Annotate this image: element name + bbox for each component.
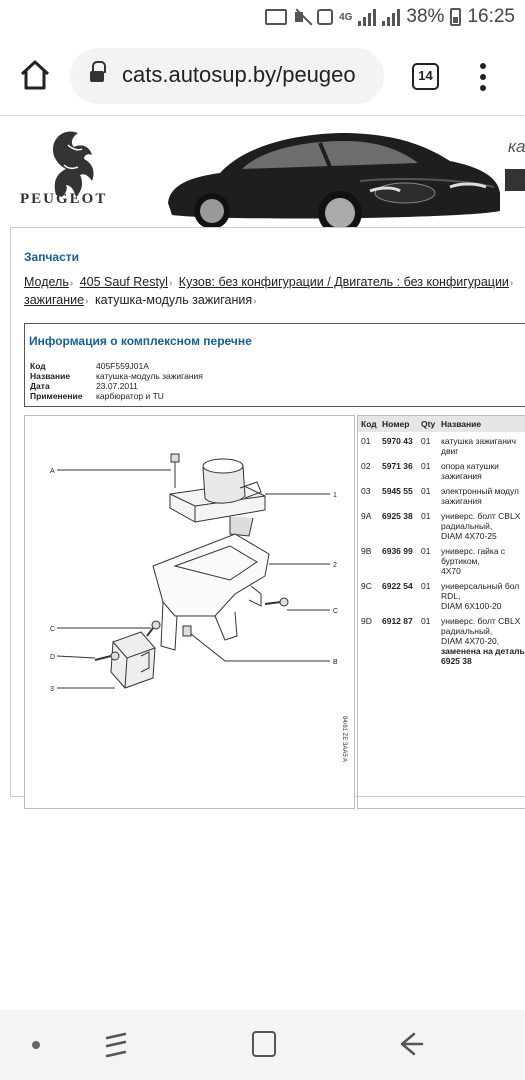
breadcrumb: Модель› 405 Sauf Restyl› Кузов: без конфигурации / Двигатель : без конфигурации› зажигание› катушка-модуль зажигания›	[24, 275, 514, 307]
mute-icon	[293, 8, 311, 26]
part-replacement-note: заменена на деталь	[441, 646, 525, 656]
part-name-line: универсальный бол	[441, 581, 520, 591]
parts-table	[357, 415, 525, 809]
diagram-label: B	[333, 659, 338, 666]
table-row[interactable]	[358, 457, 525, 482]
home-nav-icon[interactable]	[252, 1031, 276, 1057]
overflow-menu-button[interactable]	[476, 61, 490, 93]
info-key: Дата	[30, 381, 50, 391]
banner-text: ка	[508, 137, 525, 156]
signal-icon	[358, 8, 376, 26]
cell-number: 5971 36	[382, 461, 413, 471]
col-name: Название	[439, 416, 525, 432]
cell-qty: 01	[421, 511, 431, 521]
cell-code: 02	[361, 461, 371, 471]
table-row[interactable]	[358, 542, 525, 577]
breadcrumb-configuration[interactable]: Кузов: без конфигурации / Двигатель : без конфигурации	[178, 275, 509, 289]
diagram-label: D	[50, 654, 56, 661]
cell-qty: 01	[421, 436, 431, 446]
cell-qty: 01	[421, 581, 431, 591]
cell-name	[439, 507, 525, 542]
car-image	[160, 121, 505, 229]
cell-qty: 01	[421, 461, 431, 471]
cell-name	[439, 612, 525, 667]
part-name-line: RDL,	[441, 591, 461, 601]
part-name-line: универс. болт CBLX	[441, 616, 521, 626]
cell-code: 01	[361, 436, 371, 446]
part-name-line: зажигания	[441, 496, 482, 506]
cell-code: 03	[361, 486, 371, 496]
signal-icon-2	[382, 8, 400, 26]
cell-number: 6912 87	[382, 616, 413, 626]
parts-diagram[interactable]	[24, 415, 355, 809]
col-code: Код	[358, 416, 380, 432]
part-name-line: универс. гайка с	[441, 546, 506, 556]
url-text[interactable]: cats.autosup.by/peugeo	[122, 62, 356, 87]
info-row	[30, 361, 203, 371]
part-name-line: DIAM 4X70-25	[441, 531, 497, 541]
cell-qty: 01	[421, 546, 431, 556]
diagram-label: C	[50, 626, 56, 633]
part-name-line: двиг	[441, 446, 459, 456]
part-name-line: зажигания	[441, 471, 482, 481]
cell-name	[439, 577, 525, 612]
browser-toolbar	[0, 36, 525, 116]
web-page	[0, 117, 525, 1010]
part-name-line: катушка зажиганич	[441, 436, 517, 446]
info-rows	[30, 361, 203, 401]
cell-number: 6925 38	[382, 511, 413, 521]
table-row[interactable]	[358, 482, 525, 507]
home-button[interactable]	[18, 58, 52, 92]
table-row[interactable]	[358, 507, 525, 542]
part-name-line: буртиком,	[441, 556, 480, 566]
part-name-line: 4X70	[441, 566, 461, 576]
part-name-line: опора катушки	[441, 461, 499, 471]
table-row[interactable]	[358, 432, 525, 457]
brand-name: PEUGEOT	[20, 191, 108, 207]
cell-code: 9D	[361, 616, 372, 626]
cell-qty: 01	[421, 616, 431, 626]
cell-code: 9B	[361, 546, 372, 556]
part-name-line: DIAM 6X100-20	[441, 601, 502, 611]
part-name-line: DIAM 4X70-20,	[441, 636, 500, 646]
info-key: Применение	[30, 391, 83, 401]
diagram-label: C	[333, 608, 339, 615]
cell-name	[439, 542, 525, 577]
table-header-row	[358, 416, 525, 432]
cell-name	[439, 482, 525, 507]
part-name-line: электронный модул	[441, 486, 519, 496]
part-name-line: универс. болт CBLX	[441, 511, 521, 521]
breadcrumb-ignition[interactable]: зажигание	[24, 293, 85, 307]
col-qty: Qty	[419, 416, 439, 432]
cell-number: 5970 43	[382, 436, 413, 446]
status-bar	[0, 0, 525, 36]
header-banner	[0, 117, 525, 227]
status-icons	[265, 6, 515, 28]
col-number: Номер	[380, 416, 419, 432]
cast-icon	[265, 9, 287, 25]
table-row[interactable]	[358, 612, 525, 667]
recents-icon[interactable]	[103, 1030, 129, 1060]
info-key: Код	[30, 361, 46, 371]
battery-icon	[450, 8, 461, 26]
diagram-label: 1	[333, 492, 337, 499]
exploded-view-drawing	[25, 416, 356, 810]
diagram-label: 2	[333, 562, 337, 569]
address-bar[interactable]	[70, 48, 384, 104]
info-value: 405F559J01A	[96, 361, 149, 371]
info-row	[30, 391, 203, 401]
cell-code: 9C	[361, 581, 372, 591]
info-row	[30, 371, 203, 381]
cell-number: 6922 54	[382, 581, 413, 591]
breadcrumb-model[interactable]: Модель	[24, 275, 69, 289]
info-title: Информация о комплексном перечне	[29, 334, 252, 348]
part-replacement-note: 6925 38	[441, 656, 472, 666]
breadcrumb-current: катушка-модуль зажигания	[94, 293, 253, 307]
diagram-label: A	[50, 468, 55, 475]
part-name-line: радиальный,	[441, 626, 493, 636]
cell-name	[439, 457, 525, 482]
back-icon[interactable]	[398, 1030, 424, 1058]
info-key: Название	[30, 371, 71, 381]
catalog-frame	[10, 227, 525, 797]
cell-number: 5945 55	[382, 486, 413, 496]
table-row[interactable]	[358, 577, 525, 612]
info-row	[30, 381, 203, 391]
nav-dot-icon[interactable]	[32, 1041, 40, 1049]
clock: 16:25	[467, 6, 515, 27]
battery-level: 38%	[406, 6, 445, 27]
cell-qty: 01	[421, 486, 431, 496]
notification-icon	[317, 9, 333, 25]
info-box	[24, 323, 525, 407]
banner-logo-fragment	[505, 169, 525, 191]
info-value: карбюратор и TU	[96, 391, 164, 401]
home-icon	[18, 58, 52, 92]
cell-code: 9A	[361, 511, 372, 521]
cell-name	[439, 432, 525, 457]
breadcrumb-vehicle[interactable]: 405 Sauf Restyl	[79, 275, 168, 289]
diagram-reference-code: 84/81 ZE 3AA5 A	[341, 716, 347, 763]
part-name-line: радиальный,	[441, 521, 493, 531]
lock-icon	[90, 67, 104, 83]
tab-switcher-button[interactable]: 14	[412, 63, 439, 90]
info-value: катушка-модуль зажигания	[96, 371, 203, 381]
diagram-label: 3	[50, 686, 54, 693]
section-title: Запчасти	[24, 250, 80, 264]
cell-number: 6936 99	[382, 546, 413, 556]
network-type: 4G	[339, 11, 353, 23]
info-value: 23.07.2011	[96, 381, 138, 391]
system-nav-bar	[0, 1010, 525, 1080]
